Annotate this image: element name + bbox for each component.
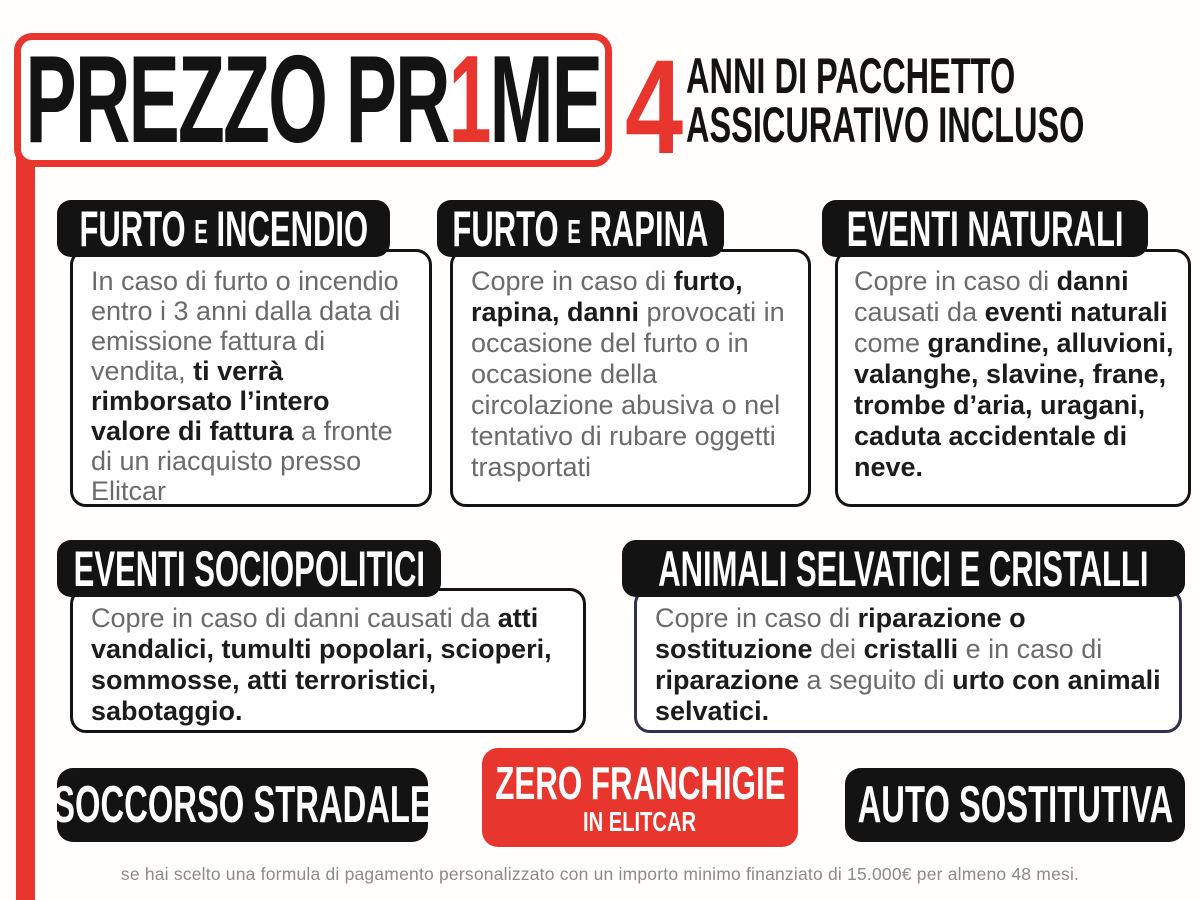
title-highlight-one: 1 xyxy=(448,31,490,169)
badge-label: SOCCORSO STRADALE xyxy=(53,776,432,834)
card-body-eventi-sociopolitici xyxy=(70,588,586,733)
card-body-animali-selvatici-cristalli xyxy=(634,588,1182,733)
card-text: Copre in caso di riparazione o sostituzione dei cristalli e in caso di riparazione a seguito di urto con animali selvatici. xyxy=(655,603,1161,726)
badge-zero-franchigie xyxy=(482,748,798,847)
badge-label: AUTO SOSTITUTIVA xyxy=(857,776,1173,834)
card-title-label: FURTO E INCENDIO xyxy=(79,200,368,257)
card-body-furto-rapina xyxy=(450,249,811,507)
title-box xyxy=(14,33,612,167)
card-title-label: EVENTI SOCIOPOLITICI xyxy=(73,540,425,597)
badge-label-line1: ZERO FRANCHIGIE xyxy=(494,756,786,809)
card-title-eventi-naturali xyxy=(822,200,1148,257)
card-title-furto-incendio xyxy=(57,200,390,257)
card-title-animali-selvatici-cristalli xyxy=(622,540,1185,597)
card-title-eventi-sociopolitici xyxy=(57,540,441,597)
card-title-label: ANIMALI SELVATICI E CRISTALLI xyxy=(658,540,1149,597)
card-body-eventi-naturali xyxy=(835,249,1191,507)
disclaimer-text: se hai scelto una formula di pagamento personalizzato con un importo minimo finanziato di 15.000€ per almeno 48 mesi. xyxy=(120,864,1080,884)
card-text: Copre in caso di danni causati da atti vandalici, tumulti popolari, scioperi, sommosse, atti terroristici, sabotaggio. xyxy=(91,603,552,726)
card-text: Copre in caso di furto, rapina, danni provocati in occasione del furto o in occasione della circolazione abusiva o nel tentativo di rubare oggetti trasportati xyxy=(471,266,785,482)
title-part-post: ME xyxy=(489,31,601,169)
header-subtitle xyxy=(686,48,1200,153)
red-accent-line xyxy=(16,150,35,900)
card-body-furto-incendio xyxy=(70,249,432,507)
title-part-pre: PREZZO PR xyxy=(25,31,449,169)
badge-auto-sostitutiva xyxy=(845,768,1185,842)
card-title-furto-rapina xyxy=(437,200,724,257)
big-number-4: 4 xyxy=(625,33,684,182)
page-title xyxy=(25,31,601,169)
card-text: In caso di furto o incendio entro i 3 anni dalla data di emissione fattura di vendita, ti verrà rimborsato l’intero valore di fattura a fronte di un riacquisto presso Elitcar xyxy=(91,266,401,506)
subtitle-line-2: ASSICURATIVO INCLUSO xyxy=(686,97,1085,153)
badge-label-line2: IN ELITCAR xyxy=(583,805,697,837)
card-text: Copre in caso di danni causati da eventi naturali come grandine, alluvioni, valanghe, slavine, frane, trombe d’aria, uragani, caduta accidentale di neve. xyxy=(854,266,1174,482)
card-title-label: FURTO E RAPINA xyxy=(452,200,709,257)
badge-soccorso-stradale xyxy=(53,768,432,842)
card-title-label: EVENTI NATURALI xyxy=(846,200,1124,257)
subtitle-line-1: ANNI DI PACCHETTO xyxy=(686,48,1016,104)
